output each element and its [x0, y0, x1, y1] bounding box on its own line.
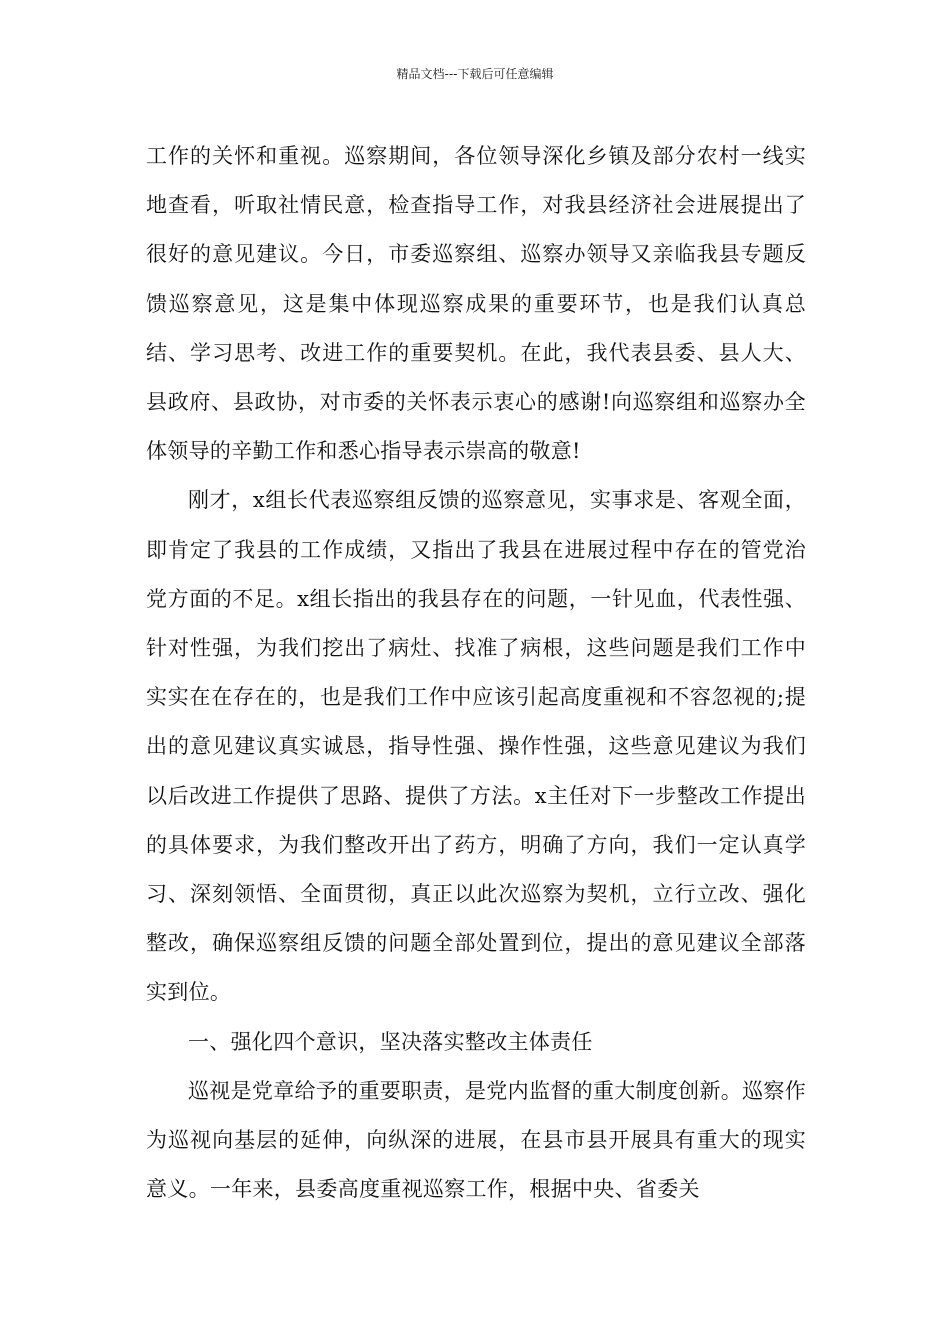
paragraph-1: 工作的关怀和重视。巡察期间，各位领导深化乡镇及部分农村一线实地查看，听取社情民意，检查指导工作，对我县经济社会进展提出了很好的意见建议。今日，市委巡察组、巡察办领导又亲临我县专题反馈巡察意见，这是集中体现巡察成果的重要环节，也是我们认真总结、学习思考、改进工作的重要契机。在此，我代表县委、县人大、县政府、县政协，对市委的关怀表示衷心的感谢!向巡察组和巡察办全体领导的辛勤工作和悉心指导表示崇高的敬意! — [146, 144, 806, 464]
paragraph-3: 巡视是党章给予的重要职责，是党内监督的重大制度创新。巡察作为巡视向基层的延伸，向纵深的进展，在县市县开展具有重大的现实意义。一年来，县委高度重视巡察工作，根据中央、省委关 — [146, 1078, 806, 1202]
paragraph-2: 刚才，x组长代表巡察组反馈的巡察意见，实事求是、客观全面，即肯定了我县的工作成绩，又指出了我县在进展过程中存在的管党治党方面的不足。x组长指出的我县存在的问题，一针见血，代表性强、针对性强，为我们挖出了病灶、找准了病根，这些问题是我们工作中实实在在存在的，也是我们工作中应该引起高度重视和不容忽视的;提出的意见建议真实诚恳，指导性强、操作性强，这些意见建议为我们以后改进工作提供了思路、提供了方法。x主任对下一步整改工作提出的具体要求，为我们整改开出了药方，明确了方向，我们一定认真学习、深刻领悟、全面贯彻，真正以此次巡察为契机，立行立改、强化整改，确保巡察组反馈的问题全部处置到位，提出的意见建议全部落实到位。 — [146, 488, 806, 1005]
page-header: 精品文档---下载后可任意编辑 — [396, 67, 554, 81]
document-body — [146, 132, 806, 1214]
section-heading: 一、强化四个意识，坚决落实整改主体责任 — [188, 1029, 593, 1054]
